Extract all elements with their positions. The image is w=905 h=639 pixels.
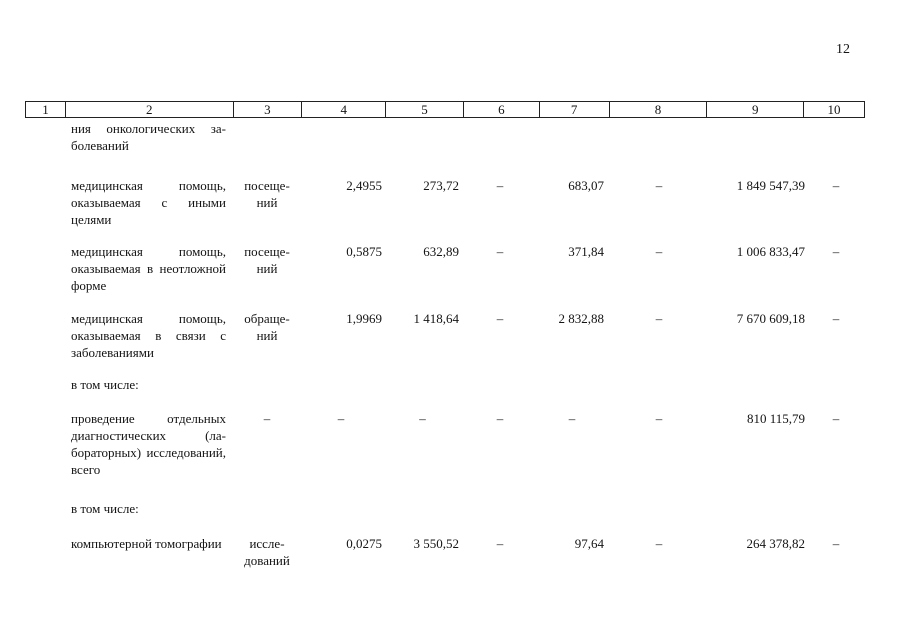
subheading: в том числе:	[71, 377, 139, 392]
row-c4: 2,4955	[346, 178, 382, 193]
row-c5: 1 418,64	[413, 311, 459, 326]
row-name: ния онкологических заболеваний	[71, 121, 226, 153]
row-c6: –	[496, 536, 504, 551]
row-c5: 273,72	[423, 178, 459, 193]
row-unit: обращений	[244, 311, 290, 343]
row-unit: исследований	[244, 536, 290, 568]
table-header-row	[25, 101, 865, 118]
row-c8: –	[655, 311, 663, 326]
header-cell-7: 7	[540, 102, 610, 117]
row-name: медицинская помощь, оказываемая с иными целями	[71, 178, 226, 227]
row-c7: 2 832,88	[558, 311, 604, 326]
page-number: 12	[836, 42, 850, 57]
row-c4: 0,0275	[346, 536, 382, 551]
row-c6: –	[496, 178, 504, 193]
row-c9: 7 670 609,18	[736, 311, 805, 326]
header-cell-5: 5	[386, 102, 464, 117]
row-c8: –	[655, 178, 663, 193]
row-name: компьютерной томографии	[71, 536, 222, 551]
row-unit: посещений	[244, 178, 290, 210]
row-unit: –	[263, 411, 271, 426]
row-c4: 0,5875	[346, 244, 382, 259]
header-cell-2: 2	[66, 102, 234, 117]
row-c10: –	[832, 536, 840, 551]
row-c6: –	[496, 311, 504, 326]
header-cell-4: 4	[302, 102, 386, 117]
row-c10: –	[832, 178, 840, 193]
row-c4: –	[337, 411, 345, 426]
header-cell-9: 9	[707, 102, 804, 117]
header-cell-10: 10	[827, 102, 841, 117]
row-c9: 1 006 833,47	[736, 244, 805, 259]
row-c10: –	[832, 244, 840, 259]
row-c7: 97,64	[574, 536, 604, 551]
row-c8: –	[655, 411, 663, 426]
row-c6: –	[496, 244, 504, 259]
row-name: проведение отдельных диагностических (лабораторных) исследований, всего	[71, 411, 226, 477]
row-c4: 1,9969	[346, 311, 382, 326]
row-c9: 1 849 547,39	[736, 178, 805, 193]
row-c8: –	[655, 244, 663, 259]
row-c5: –	[419, 411, 426, 426]
row-name: медицинская помощь, оказываемая в неотложной форме	[71, 244, 226, 293]
row-c8: –	[655, 536, 663, 551]
row-c9: 264 378,82	[746, 536, 805, 551]
header-cell-6: 6	[464, 102, 540, 117]
row-c5: 3 550,52	[413, 536, 459, 551]
header-cell-1: 1	[26, 102, 66, 117]
header-cell-3: 3	[234, 102, 303, 117]
subheading: в том числе:	[71, 501, 139, 516]
row-name: медицинская помощь, оказываемая в связи с заболеваниями	[71, 311, 226, 360]
row-c7: 371,84	[568, 244, 604, 259]
row-c5: 632,89	[423, 244, 459, 259]
row-c7: –	[568, 411, 576, 426]
row-c9: 810 115,79	[746, 411, 805, 426]
row-c10: –	[832, 311, 840, 326]
header-cell-8: 8	[610, 102, 708, 117]
row-c10: –	[832, 411, 840, 426]
row-c7: 683,07	[568, 178, 604, 193]
row-c6: –	[496, 411, 504, 426]
row-unit: посещений	[244, 244, 290, 276]
